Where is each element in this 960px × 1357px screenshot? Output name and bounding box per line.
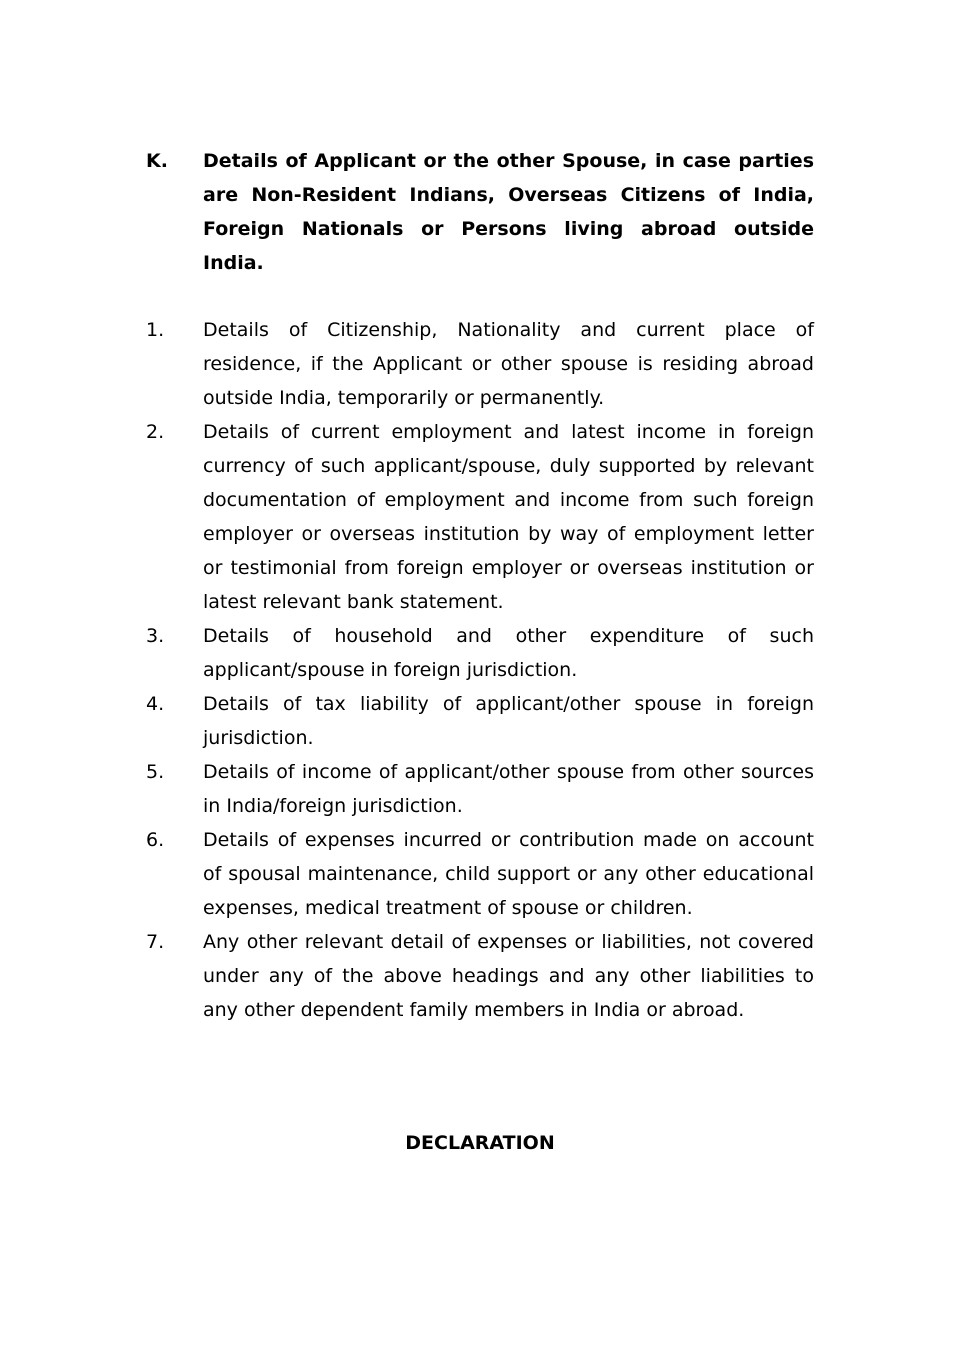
section-heading-text: Details of Applicant or the other Spouse, in case parties are Non-Resident Indians, Overseas Citizens of India, Foreign Nationals or Persons living abroad outside India.	[203, 150, 814, 274]
list-item	[146, 925, 814, 1027]
list-item-number: 1.	[146, 319, 165, 341]
list-item	[146, 823, 814, 925]
list-item	[146, 755, 814, 823]
list-item-number: 4.	[146, 693, 165, 715]
list-item-number: 3.	[146, 625, 165, 647]
list-item-text: Details of Citizenship, Nationality and current place of residence, if the Applicant or other spouse is residing abroad outside India, temporarily or permanently.	[203, 319, 814, 409]
list-item-text: Any other relevant detail of expenses or liabilities, not covered under any of the above headings and any other liabilities to any other dependent family members in India or abroad.	[203, 931, 814, 1021]
list-item-text: Details of household and other expenditure of such applicant/spouse in foreign jurisdiction.	[203, 625, 814, 681]
list-item	[146, 687, 814, 755]
section-heading	[146, 144, 814, 280]
list-item-number: 2.	[146, 421, 165, 443]
list-item-number: 5.	[146, 761, 165, 783]
list-item-text: Details of expenses incurred or contribution made on account of spousal maintenance, child support or any other educational expenses, medical treatment of spouse or children.	[203, 829, 814, 919]
list-item	[146, 313, 814, 415]
list-item-text: Details of tax liability of applicant/other spouse in foreign jurisdiction.	[203, 693, 814, 749]
section-k	[146, 144, 814, 1027]
list-item-text: Details of income of applicant/other spouse from other sources in India/foreign jurisdiction.	[203, 761, 814, 817]
list-item-number: 7.	[146, 931, 165, 953]
list-item-text: Details of current employment and latest income in foreign currency of such applicant/spouse, duly supported by relevant documentation of employment and income from such foreign employer or overseas institution by way of employment letter or testimonial from foreign employer or overseas institution or latest relevant bank statement.	[203, 421, 814, 613]
list-item	[146, 619, 814, 687]
list-item	[146, 415, 814, 619]
declaration-heading: DECLARATION	[405, 1132, 555, 1154]
list-item-number: 6.	[146, 829, 165, 851]
section-marker: K.	[146, 150, 168, 172]
